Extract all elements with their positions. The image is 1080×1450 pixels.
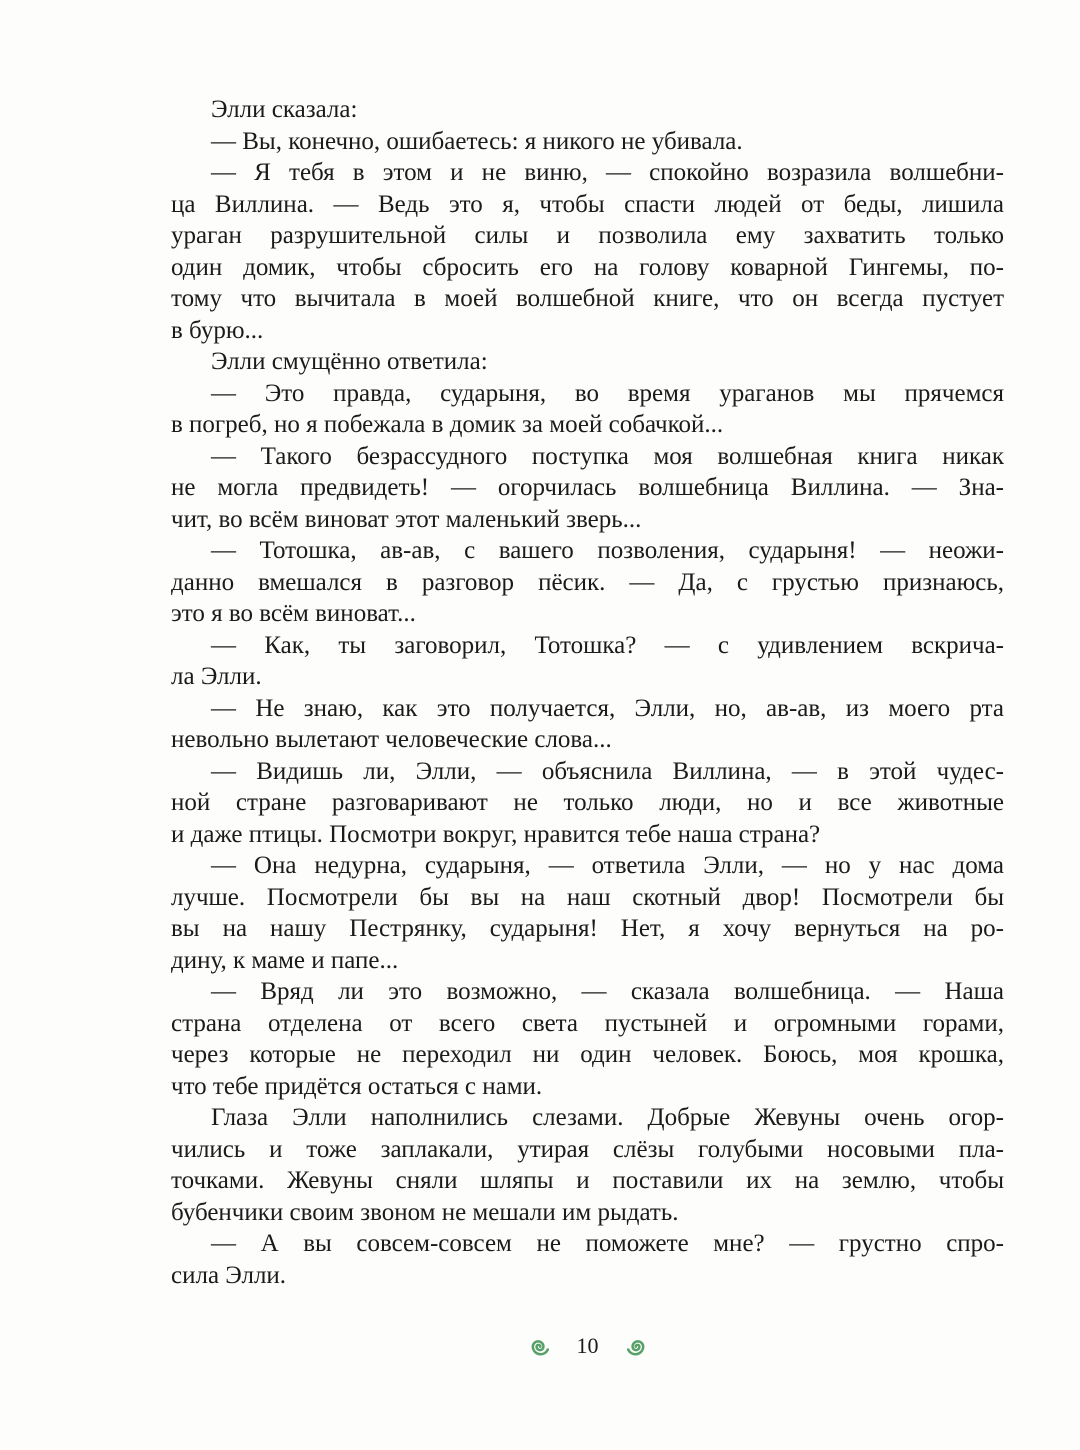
paragraph bbox=[171, 441, 1004, 536]
text-line: — Вряд ли это возможно, — сказала волшебница. — Наша bbox=[211, 978, 1004, 1005]
text-line: — Видишь ли, Элли, — объяснила Виллина, — в этой чудес- bbox=[211, 757, 1004, 785]
text-line: вы на нашу Пестрянку, сударыня! Нет, я хочу вернуться на ро- bbox=[171, 915, 1004, 942]
paragraph bbox=[171, 850, 1004, 976]
text-line: — Я тебя в этом и не виню, — спокойно возразила волшебни- bbox=[211, 159, 1004, 186]
text-line: бубенчики своим звоном не мешали им рыдать. bbox=[171, 1198, 679, 1226]
text-line: страна отделена от всего света пустыней и огромными горами, bbox=[171, 1009, 1004, 1037]
paragraph bbox=[171, 378, 1004, 441]
text-line: через которые не переходил ни один человек. Боюсь, моя крошка, bbox=[171, 1041, 1004, 1068]
text-line: ной стране разговаривают не только люди, но и все животные bbox=[171, 789, 1004, 816]
text-line: — Тотошка, ав-ав, с вашего позволения, сударыня! — неожи- bbox=[211, 537, 1004, 564]
text-line: — Она недурна, сударыня, — ответила Элли, — но у нас дома bbox=[211, 852, 1004, 879]
text-line: лучше. Посмотрели бы вы на наш скотный двор! Посмотрели бы bbox=[171, 883, 1004, 911]
paragraph bbox=[171, 756, 1004, 851]
spiral-ornament-left-icon bbox=[530, 1337, 550, 1357]
text-line: Элли смущённо ответила: bbox=[211, 348, 488, 375]
text-line: чит, во всём виноват этот маленький зверь... bbox=[171, 505, 642, 533]
paragraph bbox=[171, 535, 1004, 630]
text-line: чились и тоже заплакали, утирая слёзы голубыми носовыми пла- bbox=[171, 1135, 1004, 1163]
spiral-ornament-right-icon bbox=[626, 1337, 646, 1357]
text-line: данно вмешался в разговор пёсик. — Да, с грустью признаюсь, bbox=[171, 568, 1004, 596]
paragraph bbox=[171, 94, 1004, 126]
paragraph bbox=[171, 976, 1004, 1102]
text-line: невольно вылетают человеческие слова... bbox=[171, 726, 612, 753]
text-line: — А вы совсем-совсем не поможете мне? — грустно спро- bbox=[211, 1230, 1004, 1257]
text-line: это я во всём виноват... bbox=[171, 600, 416, 627]
text-line: Глаза Элли наполнились слезами. Добрые Жевуны очень огор- bbox=[211, 1104, 1004, 1131]
page-number: 10 bbox=[576, 1333, 599, 1358]
paragraph bbox=[171, 630, 1004, 693]
paragraph bbox=[171, 126, 1004, 158]
text-line: ца Виллина. — Ведь это я, чтобы спасти людей от беды, лишила bbox=[171, 190, 1004, 218]
text-line: тому что вычитала в моей волшебной книге, что он всегда пустует bbox=[171, 285, 1004, 312]
page-text bbox=[171, 94, 1004, 1291]
paragraph bbox=[171, 693, 1004, 756]
paragraph bbox=[171, 157, 1004, 346]
text-line: в погреб, но я побежала в домик за моей собачкой... bbox=[171, 411, 724, 438]
text-line: — Вы, конечно, ошибаетесь: я никого не убивала. bbox=[211, 127, 743, 155]
text-line: Элли сказала: bbox=[211, 96, 358, 123]
text-line: точками. Жевуны сняли шляпы и поставили их на землю, чтобы bbox=[171, 1167, 1004, 1194]
text-line: — Такого безрассудного поступка моя волшебная книга никак bbox=[211, 442, 1004, 470]
text-line: не могла предвидеть! — огорчилась волшебница Виллина. — Зна- bbox=[171, 474, 1004, 501]
text-line: и даже птицы. Посмотри вокруг, нравится тебе наша страна? bbox=[171, 820, 821, 848]
text-line: — Это правда, сударыня, во время ураганов мы прячемся bbox=[211, 379, 1004, 407]
page-footer bbox=[171, 1332, 1004, 1362]
text-line: что тебе придётся остаться с нами. bbox=[171, 1072, 543, 1100]
text-line: — Как, ты заговорил, Тотошка? — с удивлением вскрича- bbox=[211, 631, 1004, 659]
paragraph bbox=[171, 1102, 1004, 1228]
text-line: ла Элли. bbox=[171, 663, 262, 690]
text-line: ураган разрушительной силы и позволила ему захватить только bbox=[171, 222, 1004, 249]
text-line: один домик, чтобы сбросить его на голову коварной Гингемы, по- bbox=[171, 253, 1004, 281]
text-line: в бурю... bbox=[171, 316, 264, 344]
paragraph bbox=[171, 346, 1004, 378]
text-line: сила Элли. bbox=[171, 1261, 287, 1289]
text-line: — Не знаю, как это получается, Элли, но, ав-ав, из моего рта bbox=[211, 694, 1004, 722]
paragraph bbox=[171, 1228, 1004, 1291]
text-line: дину, к маме и папе... bbox=[171, 946, 399, 974]
